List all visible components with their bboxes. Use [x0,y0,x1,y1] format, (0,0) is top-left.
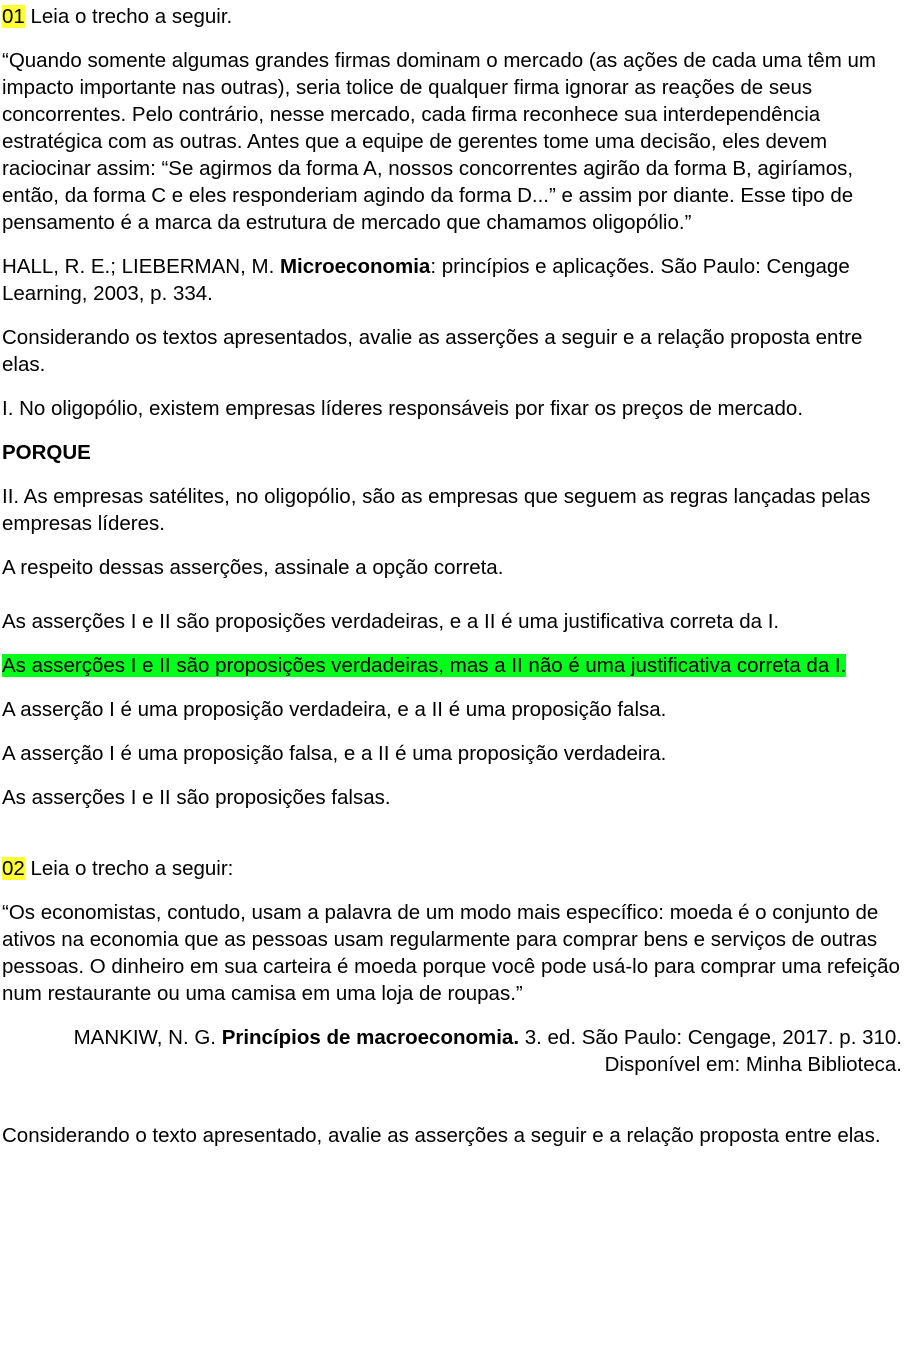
option-a[interactable]: As asserções I e II são proposições verdadeiras, e a II é uma justificativa correta da I. [2,610,780,633]
option-c[interactable]: A asserção I é uma proposição verdadeira, e a II é uma proposição falsa. [2,698,667,721]
question-2-number: 02 [2,857,25,880]
question-1-assertion-1: I. No oligopólio, existem empresas líderes responsáveis por fixar os preços de mercado. [2,397,804,420]
question-2-citation-authors: MANKIW, N. G. [73,1026,222,1049]
question-2-citation [2,1024,902,1078]
question-2-heading [2,855,904,882]
question-1-prompt: A respeito dessas asserções, assinale a opção correta. [2,556,504,579]
option-e[interactable]: As asserções I e II são proposições falsas. [2,786,391,809]
question-1-citation-authors: HALL, R. E.; LIEBERMAN, M. [2,255,280,278]
option-b-highlighted-text: As asserções I e II são proposições verdadeiras, mas a II não é uma justificativa correta da I. [2,654,847,677]
question-1-assertion-2: II. As empresas satélites, no oligopólio, são as empresas que seguem as regras lançadas pelas empresas líderes. [2,485,871,535]
question-1-options [2,608,904,811]
option-d[interactable]: A asserção I é uma proposição falsa, e a II é uma proposição verdadeira. [2,742,667,765]
question-2-citation-rest: 3. ed. São Paulo: Cengage, 2017. p. 310. Disponível em: Minha Biblioteca. [519,1026,902,1076]
question-1-connector: PORQUE [2,441,91,464]
question-1-intro: Leia o trecho a seguir. [24,5,233,28]
question-1-heading [2,3,904,30]
question-1-instruction: Considerando os textos apresentados, avalie as asserções a seguir e a relação proposta entre elas. [2,326,863,376]
question-2-citation-title: Princípios de macroeconomia. [221,1026,520,1049]
question-1-citation [2,253,904,307]
question-2-quote: “Os economistas, contudo, usam a palavra de um modo mais específico: moeda é o conjunto de ativos na economia que as pessoas usam regularmente para comprar bens e serviços de outras pessoas. O dinheiro em sua carteira é moeda porque você pode usá-lo para comprar uma refeição num restaurante ou uma camisa em uma loja de roupas.” [2,901,900,1005]
option-b[interactable] [2,652,904,679]
question-2-intro: Leia o trecho a seguir: [24,857,234,880]
question-2-instruction: Considerando o texto apresentado, avalie as asserções a seguir e a relação proposta entre elas. [2,1124,881,1147]
question-1-citation-rest: : princípios e aplicações. São Paulo: Cengage Learning, 2003, p. 334. [2,255,850,305]
question-1-quote: “Quando somente algumas grandes firmas dominam o mercado (as ações de cada uma têm um impacto importante nas outras), seria tolice de qualquer firma ignorar as reações de seus concorrentes. Pelo contrário, nesse mercado, cada firma reconhece sua interdependência estratégica com as outras. Antes que a equipe de gerentes tome uma decisão, eles devem raciocinar assim: “Se agirmos da forma A, nossos concorrentes agirão da forma B, agiríamos, então, da forma C e eles responderiam agindo da forma D...” e assim por diante. Esse tipo de pensamento é a marca da estrutura de mercado que chamamos oligopólio.” [2,49,876,234]
question-1-number: 01 [2,5,25,28]
question-1-citation-title: Microeconomia [279,255,431,278]
